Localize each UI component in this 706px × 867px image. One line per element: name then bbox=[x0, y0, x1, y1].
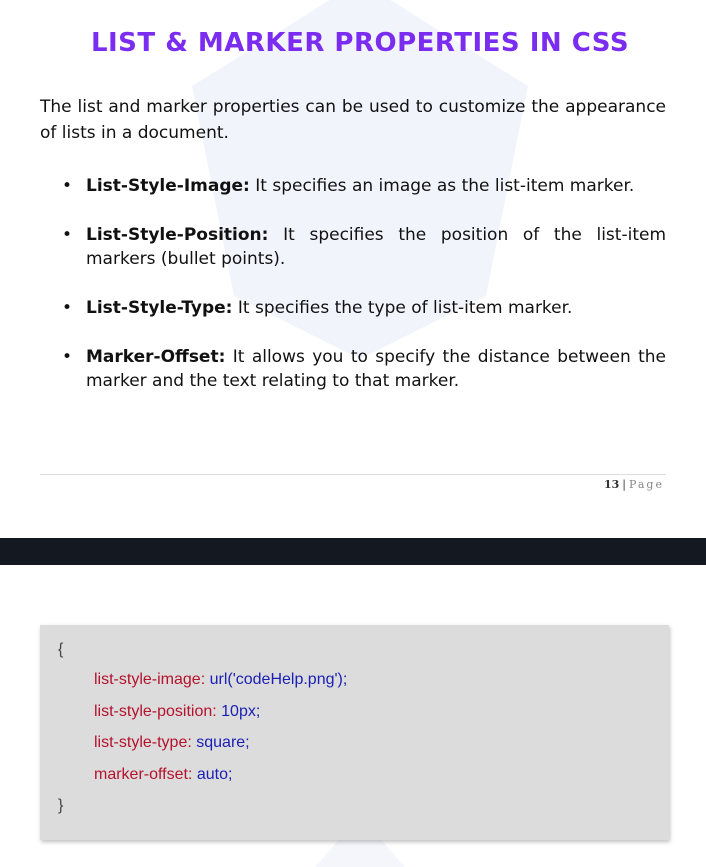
code-line bbox=[94, 671, 347, 689]
page-number-separator: | bbox=[622, 478, 626, 491]
code-value: 10px; bbox=[221, 703, 261, 720]
code-close-brace: } bbox=[58, 797, 64, 814]
page-separator-bar bbox=[0, 538, 706, 565]
code-line bbox=[94, 734, 250, 752]
list-item-term: List-Style-Type: bbox=[86, 298, 233, 318]
list-item-desc: It specifies the position of the list-item markers (bullet points). bbox=[86, 225, 666, 269]
page-number bbox=[604, 478, 664, 491]
list-item bbox=[62, 345, 666, 393]
code-line bbox=[94, 703, 260, 721]
bullet-icon: • bbox=[62, 225, 73, 245]
bullet-icon: • bbox=[62, 298, 73, 318]
list-item bbox=[62, 296, 666, 320]
bullet-icon: • bbox=[62, 347, 73, 367]
footer-divider bbox=[40, 474, 666, 475]
code-value: square; bbox=[196, 734, 250, 751]
page-word: Page bbox=[628, 478, 664, 491]
code-block bbox=[40, 625, 669, 840]
code-open-brace: { bbox=[58, 641, 64, 658]
page-title: LIST & MARKER PROPERTIES IN CSS bbox=[90, 28, 630, 58]
code-value: auto; bbox=[196, 766, 233, 783]
list-item-desc: It specifies an image as the list-item marker. bbox=[255, 176, 635, 196]
bullet-icon: • bbox=[62, 176, 73, 196]
code-value: url('codeHelp.png'); bbox=[209, 671, 348, 688]
code-property: list-style-position: bbox=[94, 703, 217, 720]
list-item-desc: It allows you to specify the distance between the marker and the text relating to that marker. bbox=[86, 347, 666, 391]
document-page bbox=[0, 565, 706, 867]
code-property: list-style-type: bbox=[94, 734, 192, 751]
code-property: list-style-image: bbox=[94, 671, 206, 688]
code-property: marker-offset: bbox=[94, 766, 193, 783]
list-item-term: List-Style-Image: bbox=[86, 176, 250, 196]
code-line bbox=[94, 766, 232, 784]
intro-paragraph: The list and marker properties can be used to customize the appearance of lists in a document. bbox=[40, 97, 666, 143]
list-item bbox=[62, 174, 666, 198]
list-item-desc: It specifies the type of list-item marker. bbox=[237, 298, 573, 318]
list-item-term: List-Style-Position: bbox=[86, 225, 269, 245]
page-number-value: 13 bbox=[603, 478, 620, 491]
list-item-term: Marker-Offset: bbox=[86, 347, 226, 367]
list-item bbox=[62, 223, 666, 271]
property-list bbox=[62, 174, 666, 393]
